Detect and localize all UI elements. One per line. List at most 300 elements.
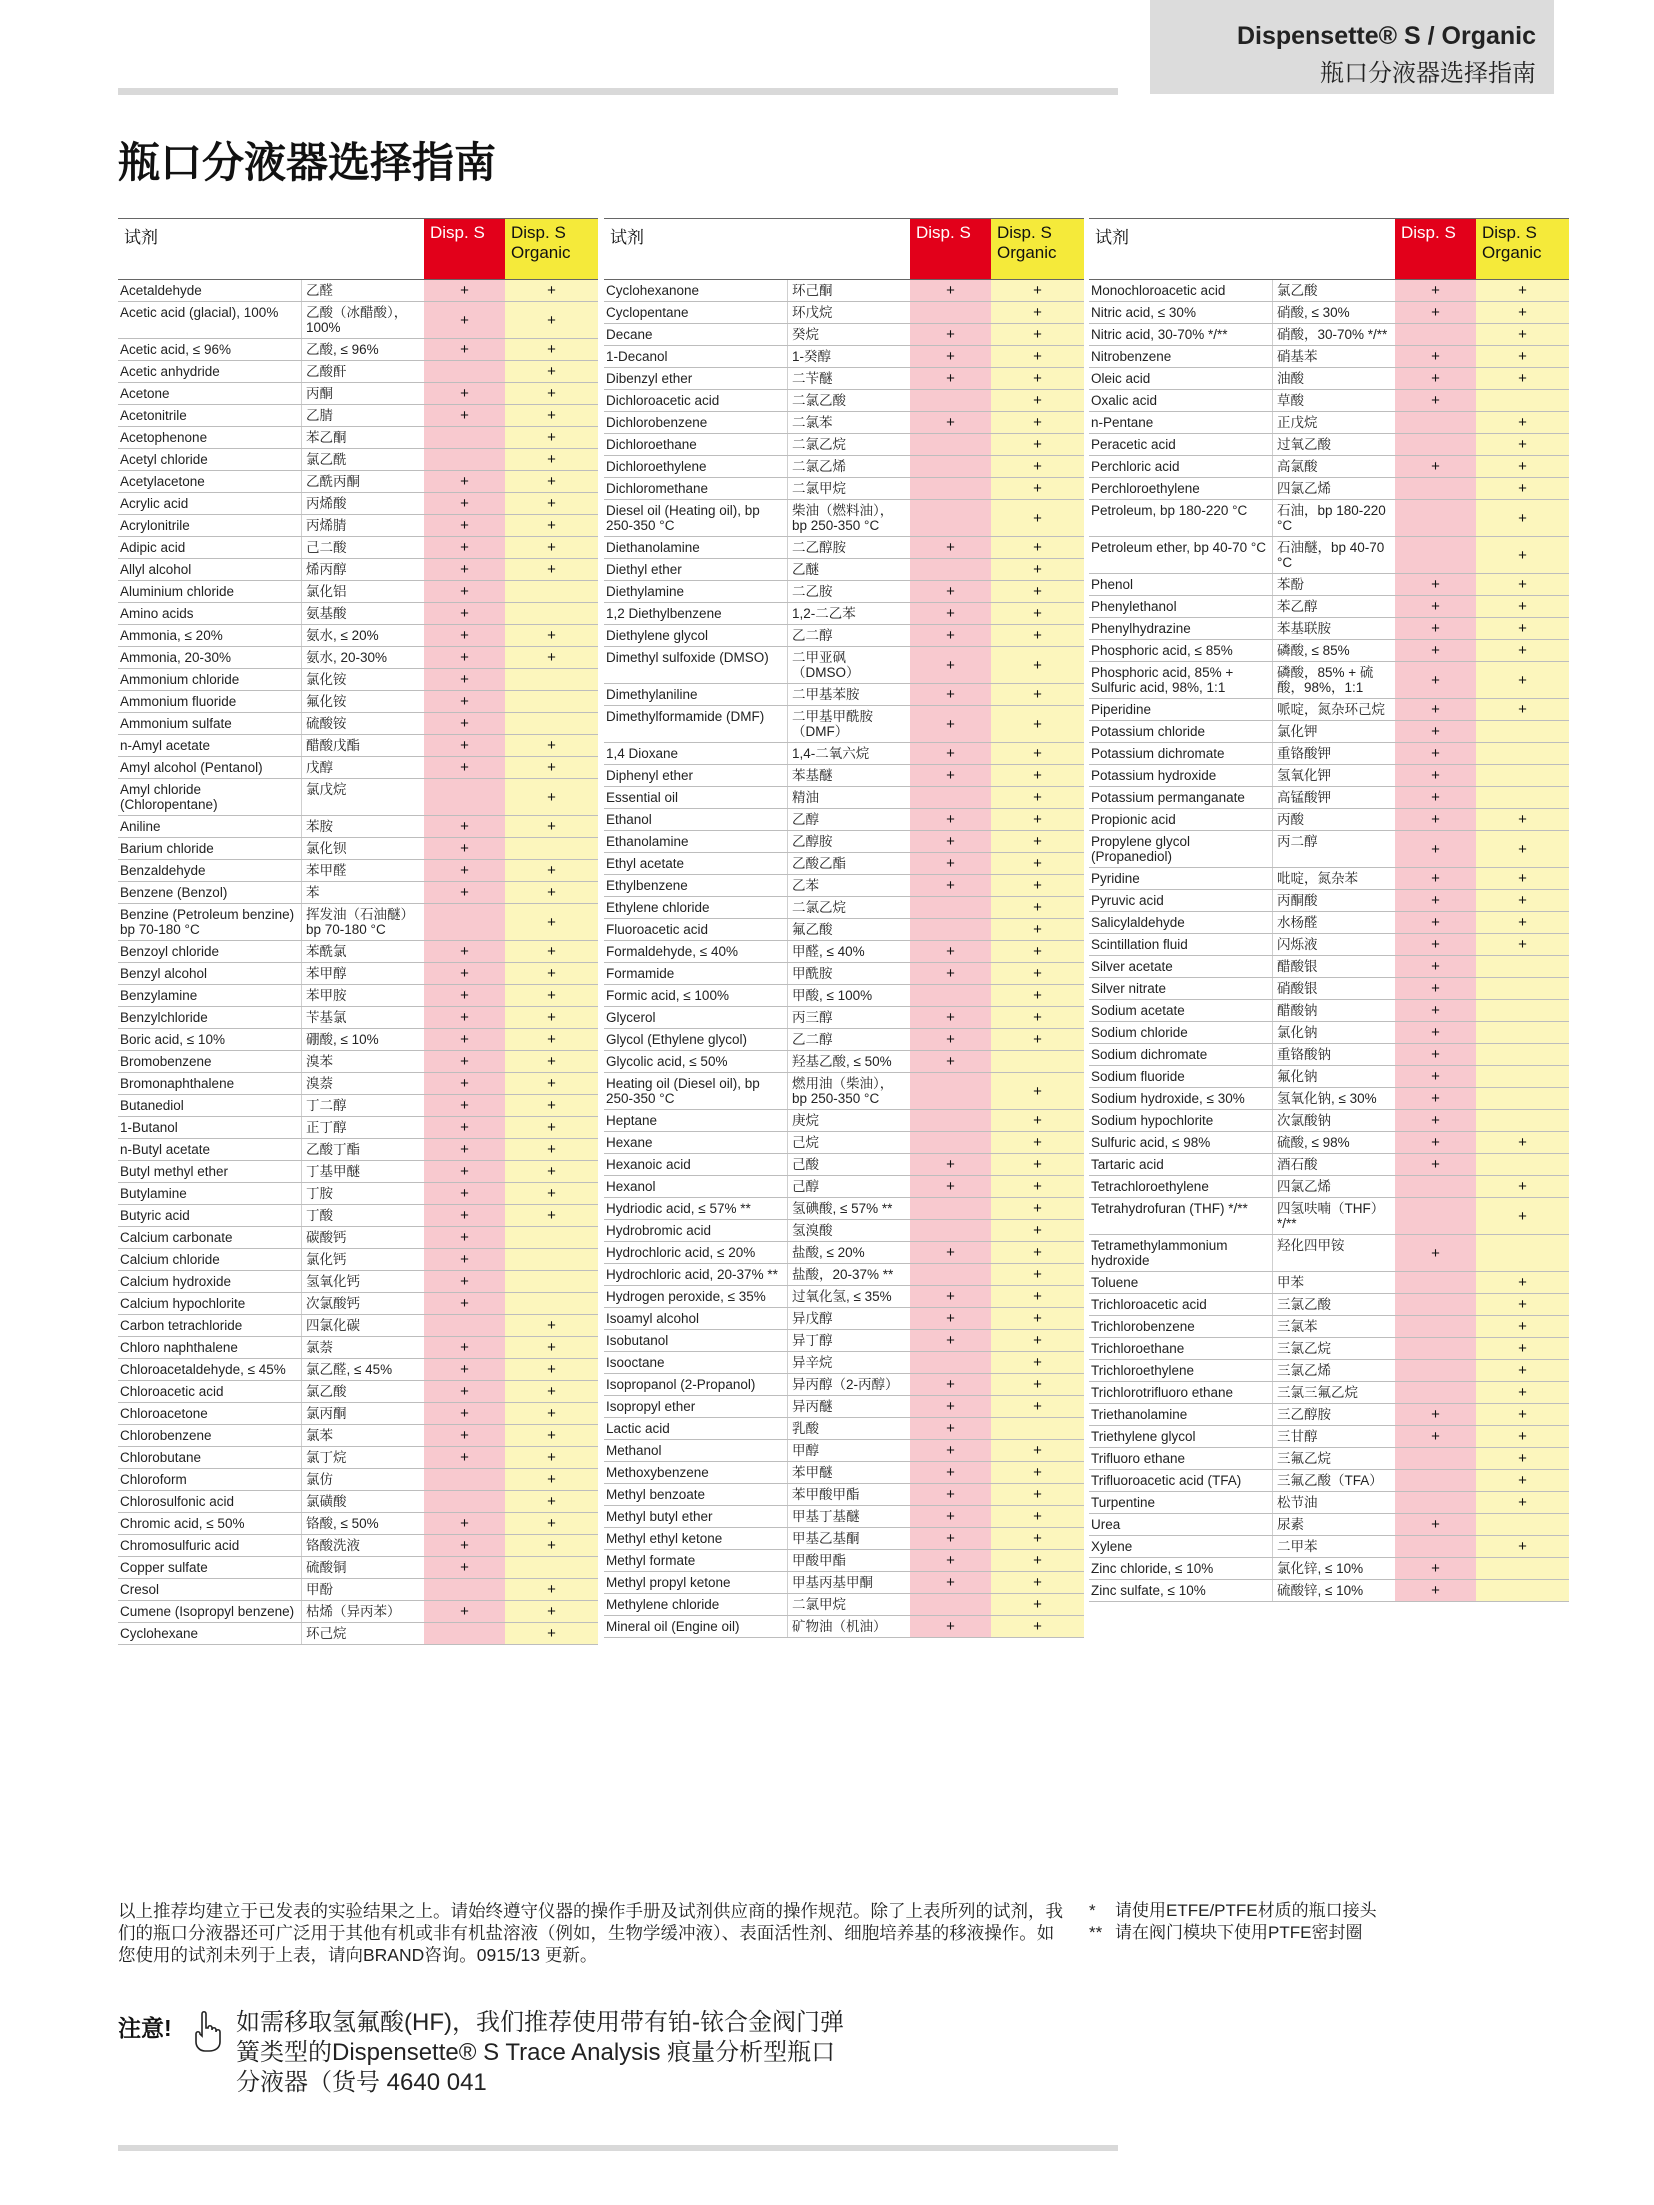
reagent-name-zh: 三甘醇 (1272, 1426, 1395, 1447)
reagent-name-zh: 二甲苯 (1272, 1536, 1395, 1557)
disp-s-organic-compat: + (991, 809, 1084, 830)
disp-s-header: Disp. S (424, 219, 505, 279)
disp-s-organic-compat (505, 1227, 598, 1248)
disp-s-organic-compat: + (1476, 890, 1569, 911)
table-row (1089, 596, 1569, 618)
disp-s-compat: + (1395, 912, 1476, 933)
disp-s-compat: + (424, 493, 505, 514)
disp-s-compat: + (1395, 346, 1476, 367)
disp-s-compat: + (424, 581, 505, 602)
reagent-name-zh: 氯乙酸 (1272, 280, 1395, 301)
reagent-name-zh: 铬酸洗液 (301, 1535, 424, 1556)
disp-s-compat: + (910, 603, 991, 624)
disp-s-organic-compat: + (1476, 280, 1569, 301)
reagent-name-en: Glycolic acid, ≤ 50% (606, 1054, 728, 1069)
disp-s-compat (1395, 1448, 1476, 1469)
table-row (604, 1418, 1084, 1440)
reagent-name-en: Phenol (1091, 577, 1134, 592)
disp-s-compat: + (1395, 1088, 1476, 1109)
disp-s-compat: + (1395, 640, 1476, 661)
reagent-name-en: Dichloroethane (606, 437, 697, 452)
disp-s-compat: + (424, 691, 505, 712)
table-row (118, 691, 598, 713)
disp-s-organic-compat: + (1476, 662, 1569, 698)
disp-s-organic-compat: + (1476, 434, 1569, 455)
reagent-name-zh: 甲基乙基酮 (787, 1528, 910, 1549)
disp-s-organic-compat: + (505, 493, 598, 514)
disp-s-header: Disp. S (910, 219, 991, 279)
reagent-name-zh: 甲苯 (1272, 1272, 1395, 1293)
reagent-name-zh: 二甲基甲酰胺（DMF） (787, 706, 910, 742)
reagent-name-zh: 乙酸丁酯 (301, 1139, 424, 1160)
reagent-name-zh: 三氟乙烷 (1272, 1448, 1395, 1469)
reagent-name-en: Nitrobenzene (1091, 349, 1172, 364)
disp-s-compat (1395, 324, 1476, 345)
table-row (604, 919, 1084, 941)
reagent-name-zh: 己醇 (787, 1176, 910, 1197)
reagent-name-zh: 硝酸银 (1272, 978, 1395, 999)
table-row (118, 1337, 598, 1359)
reagent-name-en: Calcium chloride (120, 1252, 220, 1267)
reagent-name-en: Propylene glycol (Propanediol) (1091, 834, 1191, 864)
disp-s-compat: + (1395, 1000, 1476, 1021)
disp-s-organic-compat: + (991, 280, 1084, 301)
table-row (1089, 1110, 1569, 1132)
reagent-name-zh: 醋酸戊酯 (301, 735, 424, 756)
reagent-name-zh: 丁二醇 (301, 1095, 424, 1116)
table-row (604, 706, 1084, 743)
table-row (118, 1161, 598, 1183)
disp-s-compat: + (1395, 699, 1476, 720)
reagent-name-en: Scintillation fluid (1091, 937, 1188, 952)
disp-s-compat: + (1395, 956, 1476, 977)
reagent-name-zh: 氯化铵 (301, 669, 424, 690)
disp-s-compat (1395, 1198, 1476, 1234)
reagent-name-en: Amyl alcohol (Pentanol) (120, 760, 263, 775)
reagent-name-en: Benzyl alcohol (120, 966, 208, 981)
reagent-name-zh: 铬酸, ≤ 50% (301, 1513, 424, 1534)
reagent-name-en: Silver nitrate (1091, 981, 1167, 996)
disp-s-compat: + (1395, 1154, 1476, 1175)
reagent-name-zh: 乙二醇 (787, 1029, 910, 1050)
disp-s-organic-compat: + (1476, 537, 1569, 573)
reagent-name-zh: 硝酸, ≤ 30% (1272, 302, 1395, 323)
table-row (1089, 1536, 1569, 1558)
disp-s-compat: + (910, 853, 991, 874)
reagent-name-en: Ethanol (606, 812, 652, 827)
reagent-name-en: Ammonium sulfate (120, 716, 232, 731)
disp-s-compat (910, 985, 991, 1006)
reagent-name-zh: 异丙醇（2-丙醇） (787, 1374, 910, 1395)
reagent-name-zh: 正丁醇 (301, 1117, 424, 1138)
reagent-name-zh: 硫酸铜 (301, 1557, 424, 1578)
reagent-name-en: Methanol (606, 1443, 662, 1458)
table-row (1089, 537, 1569, 574)
reagent-name-en: Methyl ethyl ketone (606, 1531, 723, 1546)
disp-s-compat (1395, 1536, 1476, 1557)
disp-s-organic-compat: + (505, 280, 598, 301)
reagent-name-en: Hexane (606, 1135, 653, 1150)
table-row (118, 1623, 598, 1645)
reagent-name-zh: 苯甲酸甲酯 (787, 1484, 910, 1505)
disp-s-organic-compat: + (505, 1095, 598, 1116)
disp-s-compat (910, 302, 991, 323)
disp-s-organic-compat: + (991, 941, 1084, 962)
reagent-name-zh: 甲酚 (301, 1579, 424, 1600)
table-row (1089, 868, 1569, 890)
disp-s-compat: + (910, 1550, 991, 1571)
reagent-name-en: Petroleum ether, bp 40-70 °C (1091, 540, 1266, 555)
reagent-name-zh: 油酸 (1272, 368, 1395, 389)
table-row (118, 647, 598, 669)
disp-s-compat: + (1395, 934, 1476, 955)
reagent-name-zh: 硫酸, ≤ 98% (1272, 1132, 1395, 1153)
disp-s-organic-compat (991, 1418, 1084, 1439)
disp-s-organic-compat (1476, 978, 1569, 999)
header-subtitle: 瓶口分液器选择指南 (1320, 60, 1536, 87)
disp-s-organic-compat: + (991, 1132, 1084, 1153)
disp-s-compat: + (910, 1506, 991, 1527)
table-row (1089, 640, 1569, 662)
disp-s-compat (424, 1469, 505, 1490)
disp-s-organic-compat: + (991, 456, 1084, 477)
reagent-name-zh: 三氯乙烷 (1272, 1338, 1395, 1359)
disp-s-organic-compat: + (991, 412, 1084, 433)
table-row (118, 537, 598, 559)
disp-s-organic-compat: + (505, 735, 598, 756)
table-row (118, 1293, 598, 1315)
reagent-name-zh: 甲酸, ≤ 100% (787, 985, 910, 1006)
reagent-name-zh: 氟化铵 (301, 691, 424, 712)
reagent-name-en: Toluene (1091, 1275, 1139, 1290)
table-row (1089, 1022, 1569, 1044)
reagent-name-en: Acrylonitrile (120, 518, 190, 533)
disp-s-organic-compat (1476, 1514, 1569, 1535)
disp-s-organic-compat: + (505, 1469, 598, 1490)
table-header (1089, 218, 1569, 280)
table-row (604, 647, 1084, 684)
reagent-name-zh: 丙酮 (301, 383, 424, 404)
disp-s-organic-compat: + (991, 1029, 1084, 1050)
reagent-name-en: Acetyl chloride (120, 452, 208, 467)
reagent-name-zh: 苄基氯 (301, 1007, 424, 1028)
reagent-name-en: Sodium dichromate (1091, 1047, 1208, 1062)
disp-s-organic-compat (1476, 1110, 1569, 1131)
disp-s-organic-compat (1476, 743, 1569, 764)
reagent-table-2 (604, 218, 1084, 1638)
reagent-name-zh: 乙酸, ≤ 96% (301, 339, 424, 360)
disp-s-compat: + (910, 1462, 991, 1483)
disp-s-compat (910, 500, 991, 536)
disp-s-compat: + (910, 346, 991, 367)
reagent-name-zh: 氯萘 (301, 1337, 424, 1358)
reagent-name-en: Fluoroacetic acid (606, 922, 709, 937)
reagent-name-zh: 氯丙酮 (301, 1403, 424, 1424)
table-row (118, 1007, 598, 1029)
reagent-name-en: Acetylacetone (120, 474, 205, 489)
disp-s-compat: + (910, 1572, 991, 1593)
disp-s-organic-compat: + (505, 1447, 598, 1468)
disp-s-compat: + (1395, 831, 1476, 867)
table-row (1089, 765, 1569, 787)
reagent-name-zh: 高锰酸钾 (1272, 787, 1395, 808)
reagent-name-zh: 苯甲醛 (301, 860, 424, 881)
reagent-name-en: Chloroacetaldehyde, ≤ 45% (120, 1362, 286, 1377)
disp-s-organic-compat: + (991, 706, 1084, 742)
disp-s-compat (910, 1352, 991, 1373)
reagent-name-en: Amyl chloride (Chloropentane) (120, 782, 218, 812)
table-row (118, 1051, 598, 1073)
disp-s-organic-compat (505, 581, 598, 602)
disp-s-organic-compat: + (991, 1154, 1084, 1175)
reagent-name-en: Acetone (120, 386, 170, 401)
reagent-name-zh: 醋酸钠 (1272, 1000, 1395, 1021)
table-row (604, 743, 1084, 765)
disp-s-compat: + (1395, 1110, 1476, 1131)
reagent-name-zh: 哌啶，氮杂环己烷 (1272, 699, 1395, 720)
reagent-name-zh: 异辛烷 (787, 1352, 910, 1373)
disp-s-compat: + (424, 1601, 505, 1622)
disp-s-organic-compat: + (991, 743, 1084, 764)
table-row (1089, 699, 1569, 721)
disp-s-compat: + (424, 882, 505, 903)
disp-s-organic-compat (505, 838, 598, 859)
page-title: 瓶口分液器选择指南 (118, 139, 497, 186)
reagent-header: 试剂 (124, 228, 158, 247)
disp-s-compat: + (424, 713, 505, 734)
disp-s-compat (424, 779, 505, 815)
table-row (1089, 1470, 1569, 1492)
disp-s-compat: + (1395, 721, 1476, 742)
reagent-name-en: Acetonitrile (120, 408, 187, 423)
reagent-name-zh: 丙二醇 (1272, 831, 1395, 867)
table-row (118, 735, 598, 757)
disp-s-compat: + (424, 1029, 505, 1050)
reagent-name-en: Decane (606, 327, 653, 342)
disp-s-compat: + (424, 1381, 505, 1402)
disp-s-header: Disp. S (1395, 219, 1476, 279)
disp-s-compat: + (424, 1073, 505, 1094)
table-row (604, 853, 1084, 875)
table-row (118, 515, 598, 537)
reagent-name-zh: 苯乙醇 (1272, 596, 1395, 617)
table-row (118, 1381, 598, 1403)
reagent-name-en: Benzine (Petroleum benzine) bp 70-180 °C (120, 907, 295, 937)
disp-s-organic-compat: + (505, 625, 598, 646)
table-row (1089, 743, 1569, 765)
disp-s-compat (424, 1491, 505, 1512)
reagent-name-zh: 硝基苯 (1272, 346, 1395, 367)
table-row (118, 713, 598, 735)
table-row (1089, 478, 1569, 500)
reagent-name-zh: 四氯乙烯 (1272, 1176, 1395, 1197)
reagent-name-zh: 盐酸，20-37% ** (787, 1264, 910, 1285)
disp-s-compat: + (1395, 787, 1476, 808)
disp-s-compat: + (910, 1007, 991, 1028)
disp-s-organic-compat: + (505, 1117, 598, 1138)
disp-s-organic-compat: + (1476, 1536, 1569, 1557)
disp-s-compat: + (424, 1095, 505, 1116)
disp-s-organic-compat (1476, 1088, 1569, 1109)
reagent-name-en: Acetic anhydride (120, 364, 220, 379)
reagent-name-en: Diesel oil (Heating oil), bp 250-350 °C (606, 503, 760, 533)
reagent-name-en: Trichloroethylene (1091, 1363, 1195, 1378)
disp-s-organic-compat: + (991, 581, 1084, 602)
disp-s-compat: + (910, 706, 991, 742)
table-row (604, 1073, 1084, 1110)
reagent-name-zh: 正戊烷 (1272, 412, 1395, 433)
disp-s-organic-compat: + (991, 1242, 1084, 1263)
disp-s-organic-compat: + (505, 1051, 598, 1072)
reagent-name-en: Cumene (Isopropyl benzene) (120, 1604, 295, 1619)
footnote-text: 请在阀门模块下使用PTFE密封圈 (1115, 1923, 1363, 1942)
reagent-name-en: Copper sulfate (120, 1560, 208, 1575)
reagent-name-en: Phenylethanol (1091, 599, 1177, 614)
table-row (1089, 1066, 1569, 1088)
reagent-name-en: Dimethyl sulfoxide (DMSO) (606, 650, 769, 665)
reagent-name-zh: 四氢呋喃（THF）*/** (1272, 1198, 1395, 1234)
table-header (604, 218, 1084, 280)
disp-s-compat: + (424, 1205, 505, 1226)
disp-s-organic-compat: + (991, 684, 1084, 705)
table-row (118, 625, 598, 647)
disp-s-compat: + (910, 537, 991, 558)
reagent-name-en: Trifluoroacetic acid (TFA) (1091, 1473, 1242, 1488)
table-row (118, 405, 598, 427)
disp-s-organic-compat: + (1476, 618, 1569, 639)
table-row (604, 559, 1084, 581)
disp-s-compat: + (424, 1425, 505, 1446)
table-row (1089, 1132, 1569, 1154)
reagent-name-en: Tetrahydrofuran (THF) */** (1091, 1201, 1248, 1216)
table-row (118, 882, 598, 904)
disp-s-compat (1395, 1360, 1476, 1381)
table-row (118, 1491, 598, 1513)
disp-s-compat (910, 919, 991, 940)
disp-s-compat: + (424, 339, 505, 360)
reagent-name-zh: 硫酸铵 (301, 713, 424, 734)
reagent-name-zh: 氢氧化钠, ≤ 30% (1272, 1088, 1395, 1109)
table-row (118, 339, 598, 361)
reagent-name-en: Nitric acid, ≤ 30% (1091, 305, 1196, 320)
reagent-name-en: Dichloroacetic acid (606, 393, 720, 408)
reagent-name-en: Dimethylformamide (DMF) (606, 709, 765, 724)
disp-s-compat: + (1395, 1558, 1476, 1579)
reagent-name-zh: 氯苯 (301, 1425, 424, 1446)
table-row (1089, 1088, 1569, 1110)
table-row (604, 603, 1084, 625)
reagent-name-zh: 硼酸, ≤ 10% (301, 1029, 424, 1050)
table-row (604, 478, 1084, 500)
disp-s-compat: + (424, 1051, 505, 1072)
table-row (604, 1029, 1084, 1051)
table-row (604, 897, 1084, 919)
table-row (118, 603, 598, 625)
reagent-name-zh: 氯化铝 (301, 581, 424, 602)
reagent-name-zh: 过氧乙酸 (1272, 434, 1395, 455)
reagent-name-en: Hydrogen peroxide, ≤ 35% (606, 1289, 766, 1304)
disp-s-organic-compat (1476, 721, 1569, 742)
reagent-name-zh: 甲基丁基醚 (787, 1506, 910, 1527)
reagent-name-en: Ammonium chloride (120, 672, 240, 687)
disp-s-organic-compat: + (505, 339, 598, 360)
disp-s-compat: + (1395, 1580, 1476, 1601)
reagent-name-zh: 丙烯腈 (301, 515, 424, 536)
table-row (1089, 456, 1569, 478)
disp-s-organic-compat: + (505, 882, 598, 903)
disp-s-compat: + (910, 1051, 991, 1072)
disp-s-compat: + (1395, 280, 1476, 301)
reagent-name-zh: 二氯苯 (787, 412, 910, 433)
reagent-table-3 (1089, 218, 1569, 1602)
table-row (604, 368, 1084, 390)
disp-s-organic-compat (1476, 765, 1569, 786)
reagent-name-zh: 四氯乙烯 (1272, 478, 1395, 499)
disp-s-organic-compat: + (1476, 1272, 1569, 1293)
reagent-name-zh: 己酸 (787, 1154, 910, 1175)
reagent-name-en: Glycol (Ethylene glycol) (606, 1032, 748, 1047)
disp-s-compat: + (424, 647, 505, 668)
table-row (604, 625, 1084, 647)
disp-s-organic-compat: + (1476, 500, 1569, 536)
reagent-name-zh: 酒石酸 (1272, 1154, 1395, 1175)
disp-s-compat: + (424, 963, 505, 984)
disp-s-organic-compat: + (505, 904, 598, 940)
disp-s-organic-compat: + (991, 1374, 1084, 1395)
disp-s-compat: + (910, 324, 991, 345)
top-divider (118, 88, 1118, 95)
table-row (604, 390, 1084, 412)
table-row (118, 838, 598, 860)
reagent-name-en: Peracetic acid (1091, 437, 1176, 452)
disp-s-organic-compat: + (1476, 699, 1569, 720)
reagent-name-en: Bromobenzene (120, 1054, 212, 1069)
table-row (118, 361, 598, 383)
disp-s-organic-compat (1476, 1580, 1569, 1601)
disp-s-compat: + (424, 1447, 505, 1468)
reagent-name-zh: 三氯三氟乙烷 (1272, 1382, 1395, 1403)
reagent-name-zh: 枯烯（异丙苯） (301, 1601, 424, 1622)
reagent-name-zh: 异丙醚 (787, 1396, 910, 1417)
reagent-name-en: Chlorobenzene (120, 1428, 212, 1443)
disp-s-organic-compat: + (991, 853, 1084, 874)
table-row (1089, 1316, 1569, 1338)
disp-s-organic-compat: + (991, 1264, 1084, 1285)
disp-s-organic-compat: + (1476, 1382, 1569, 1403)
reagent-name-en: Sodium chloride (1091, 1025, 1188, 1040)
table-row (604, 581, 1084, 603)
reagent-name-zh: 1-癸醇 (787, 346, 910, 367)
disp-s-organic-compat: + (505, 1029, 598, 1050)
reagent-name-en: Ammonium fluoride (120, 694, 237, 709)
disp-s-organic-compat: + (991, 787, 1084, 808)
table-row (1089, 324, 1569, 346)
disp-s-compat: + (910, 412, 991, 433)
reagent-name-en: n-Butyl acetate (120, 1142, 211, 1157)
reagent-name-zh: 次氯酸钠 (1272, 1110, 1395, 1131)
reagent-name-en: Allyl alcohol (120, 562, 192, 577)
disp-s-compat: + (910, 647, 991, 683)
reagent-name-en: Trifluoro ethane (1091, 1451, 1186, 1466)
table-row (118, 1535, 598, 1557)
disp-s-organic-compat: + (1476, 1426, 1569, 1447)
disp-s-compat: + (424, 985, 505, 1006)
disp-s-organic-compat (1476, 956, 1569, 977)
reagent-name-en: 1-Butanol (120, 1120, 178, 1135)
disp-s-organic-compat: + (991, 1352, 1084, 1373)
reagent-name-zh: 甲酰胺 (787, 963, 910, 984)
disp-s-organic-compat: + (991, 897, 1084, 918)
